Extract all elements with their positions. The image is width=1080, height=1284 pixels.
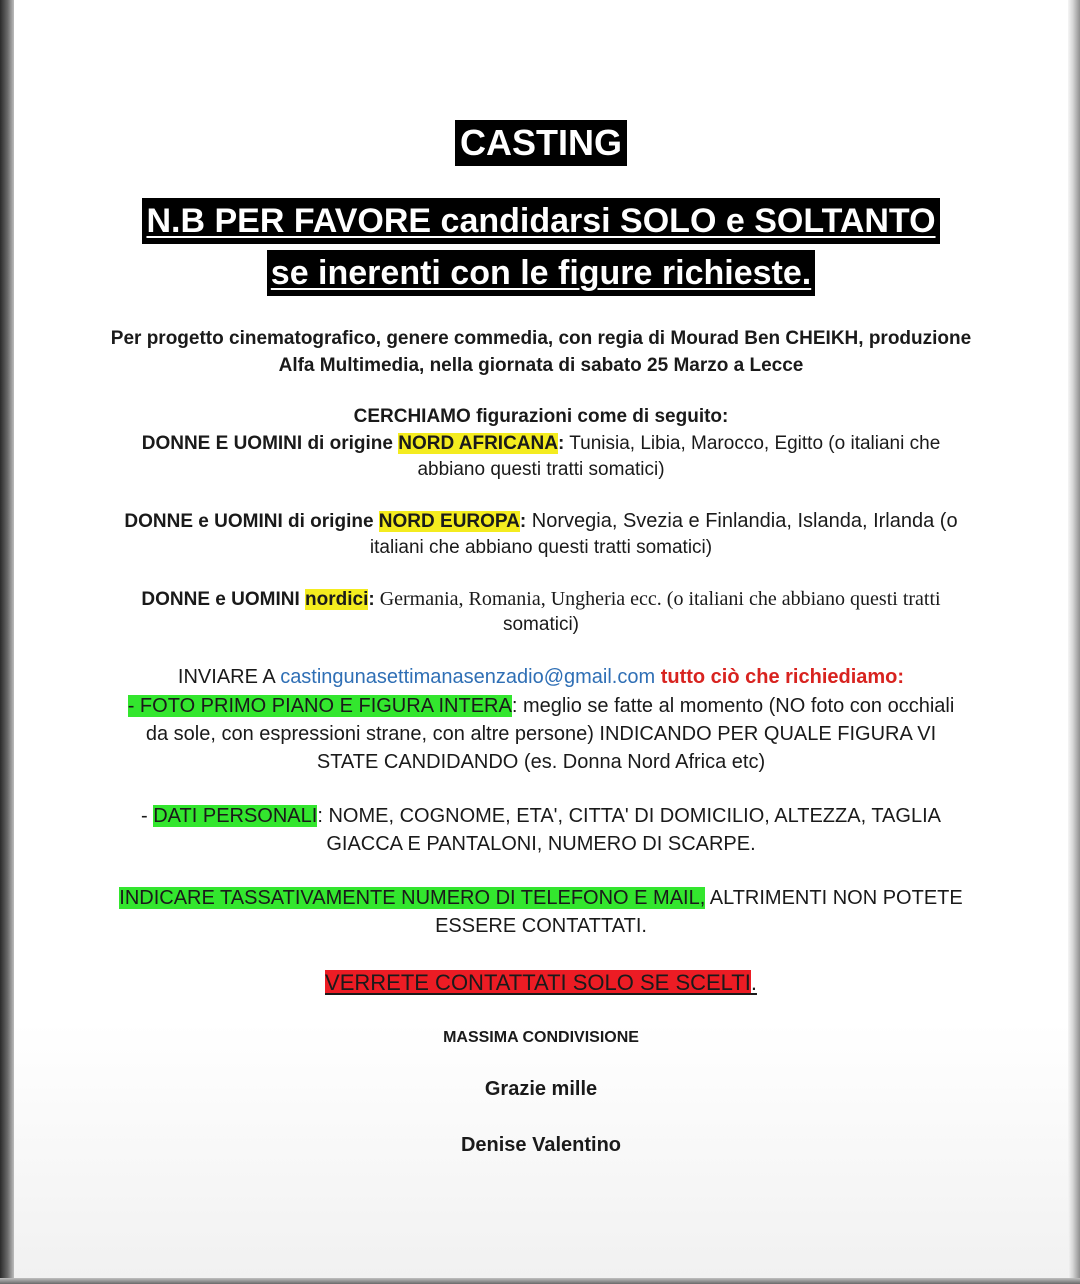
north-africa-countries: Tunisia, Libia, Marocco, Egitto (o italiani che [564, 433, 941, 454]
title-block [14, 120, 1068, 166]
contact-line-2: ESSERE CONTATTATI. [435, 915, 647, 937]
north-europe-colon: : [519, 511, 527, 532]
warning-text-2: se inerenti con le figure richieste. [267, 250, 815, 296]
nordic-colon: : [368, 589, 375, 610]
scan-left-edge [0, 0, 14, 1284]
nordic-prefix: DONNE e UOMINI [141, 589, 306, 610]
send-suffix: tutto ciò che richiediamo: [655, 666, 905, 688]
north-europe-highlight: NORD EUROPA [378, 511, 520, 532]
thanks-text: Grazie mille [484, 1078, 598, 1100]
nordic-line-1 [14, 586, 1068, 613]
contact-email-link[interactable]: castingunasettimanasenzadio@gmail.com [280, 666, 656, 688]
north-africa-colon: : [557, 433, 565, 454]
north-africa-line-2: abbiano questi tratti somatici) [417, 459, 665, 480]
document-page [14, 0, 1068, 1278]
photos-line-3: STATE CANDIDANDO (es. Donna Nord Africa etc) [316, 751, 766, 773]
contact-rest: ALTRIMENTI NON POTETE [705, 887, 963, 909]
scan-right-edge [1068, 0, 1080, 1284]
north-africa-prefix: DONNE E UOMINI di origine [141, 433, 399, 454]
north-europe-line-1 [14, 508, 1068, 535]
nordic-countries: Germania, Romania, Ungheria ecc. (o italiani che abbiano questi tratti [374, 588, 941, 610]
photos-highlight: - FOTO PRIMO PIANO E FIGURA INTERA [127, 695, 512, 717]
north-africa-highlight: NORD AFRICANA [398, 433, 558, 454]
selected-dot: . [750, 970, 757, 995]
personal-line-2: GIACCA E PANTALONI, NUMERO DI SCARPE. [326, 833, 756, 855]
personal-rest: : NOME, COGNOME, ETA', CITTA' DI DOMICILIO, ALTEZZA, TAGLIA [317, 805, 941, 827]
nordic-highlight: nordici [305, 589, 369, 610]
photos-line-1 [14, 692, 1068, 720]
warning-text-1: N.B PER FAVORE candidarsi SOLO e SOLTANTO [142, 198, 939, 244]
signature-text: Denise Valentino [460, 1134, 622, 1156]
photos-rest: : meglio se fatte al momento (NO foto con occhiali [511, 695, 955, 717]
personal-dash: - [141, 805, 154, 827]
intro-line-2: Alfa Multimedia, nella giornata di sabato 25 Marzo a Lecce [278, 355, 804, 376]
warning-line-1 [14, 198, 1068, 244]
scan-bottom-edge [0, 1278, 1080, 1284]
page-title: CASTING [455, 120, 627, 166]
warning-line-2 [14, 250, 1068, 296]
personal-line-1 [14, 802, 1068, 830]
share-text: MASSIMA CONDIVISIONE [443, 1029, 639, 1046]
north-europe-line-2: italiani che abbiano questi tratti somatici) [369, 537, 713, 558]
photos-line-2: da sole, con espressioni strane, con altre persone) INDICANDO PER QUALE FIGURA VI [145, 723, 937, 745]
contact-highlight: INDICARE TASSATIVAMENTE NUMERO DI TELEFONO E MAIL, [119, 887, 706, 909]
selected-line [14, 968, 1068, 998]
intro-line-1: Per progetto cinematografico, genere commedia, con regia di Mourad Ben CHEIKH, produzione [110, 328, 972, 349]
personal-highlight: DATI PERSONALI [153, 805, 318, 827]
nordic-line-2: somatici) [502, 614, 579, 635]
north-europe-countries: Norvegia, Svezia e Finlandia, Islanda, Irlanda (o [526, 510, 958, 532]
send-prefix: INVIARE A [177, 666, 281, 688]
north-europe-prefix: DONNE e UOMINI di origine [124, 511, 379, 532]
selected-highlight: VERRETE CONTATTATI SOLO SE SCELTI [325, 970, 751, 995]
search-heading: CERCHIAMO figurazioni come di seguito: [353, 406, 729, 427]
north-africa-line-1 [14, 431, 1068, 457]
contact-line-1 [14, 884, 1068, 912]
send-line [14, 664, 1068, 690]
